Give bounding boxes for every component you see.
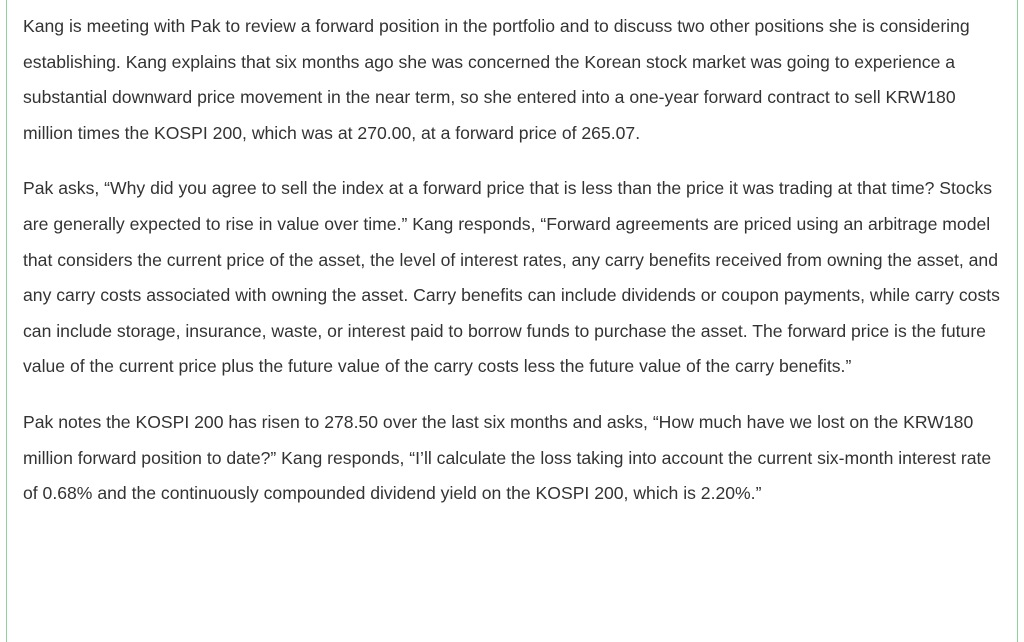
paragraph: Pak asks, “Why did you agree to sell the index at a forward price that is less than the price it was trading at that time? Stocks are generally expected to rise in value over time.” Kang responds, “Forward agreements are priced using an arbitrage model that considers the current price of the asset, the level of interest rates, any carry benefits received from owning the asset, and any carry costs associated with owning the asset. Carry benefits can include dividends or coupon payments, while carry costs can include storage, insurance, waste, or interest paid to borrow funds to purchase the asset. The forward price is the future value of the current price plus the future value of the carry costs less the future value of the carry benefits.” xyxy=(23,178,1000,377)
passage-panel xyxy=(6,0,1018,642)
paragraph: Pak notes the KOSPI 200 has risen to 278.50 over the last six months and asks, “How much have we lost on the KRW180 million forward position to date?” Kang responds, “I’ll calculate the loss taking into account the current six-month interest rate of 0.68% and the continuously compounded dividend yield on the KOSPI 200, which is 2.20%.” xyxy=(23,411,992,504)
paragraph: Kang is meeting with Pak to review a forward position in the portfolio and to discuss two other positions she is considering establishing. Kang explains that six months ago she was concerned the Korean stock market was going to experience a substantial downward price movement in the near term, so she entered into a one-year forward contract to sell KRW180 million times the KOSPI 200, which was at 270.00, at a forward price of 265.07. xyxy=(23,16,970,143)
passage-text xyxy=(23,9,1007,532)
